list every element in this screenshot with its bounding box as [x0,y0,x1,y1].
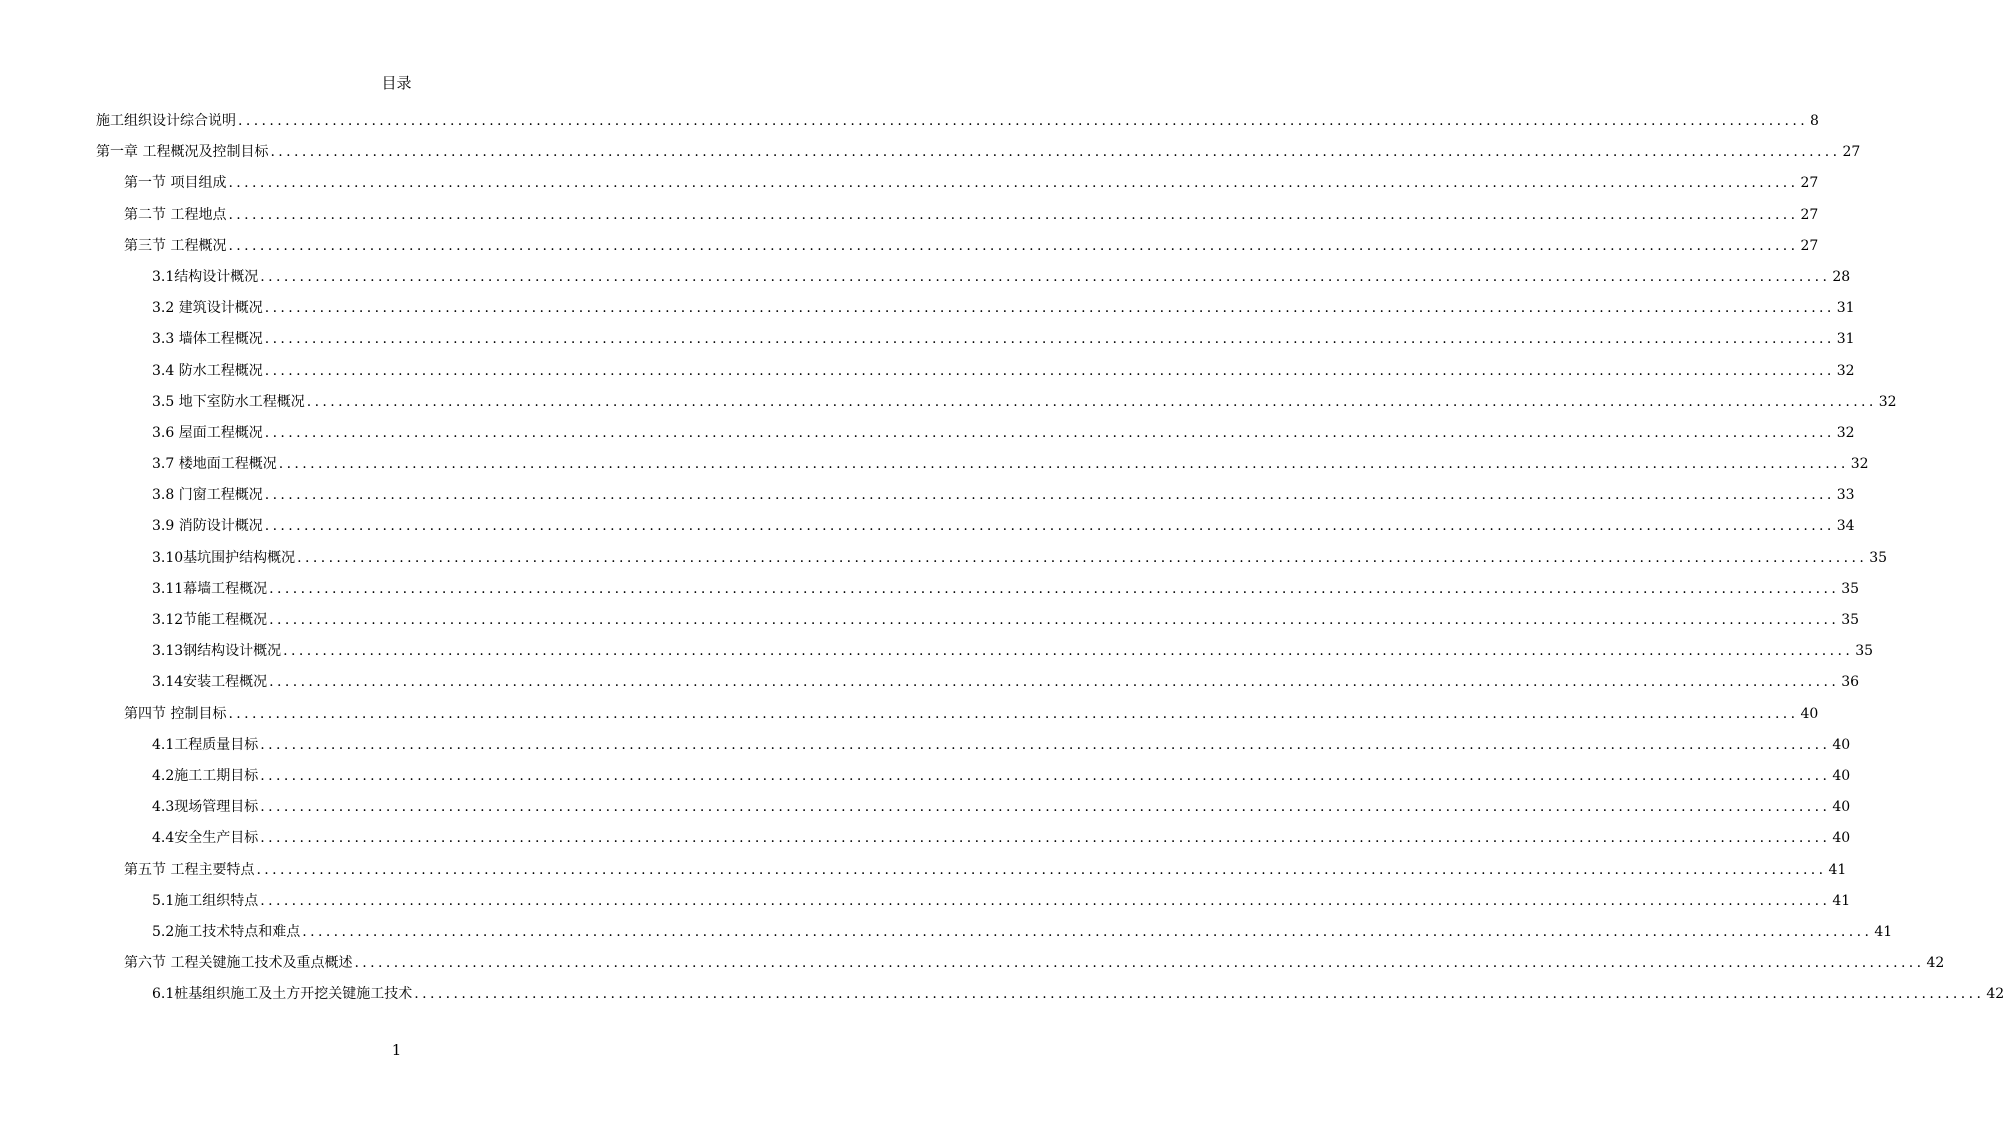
toc-entry-page: 40 [1832,736,1851,753]
toc-entry[interactable] [0,796,1851,827]
toc-entry[interactable] [0,734,1851,765]
toc-entry-label: 4.4安全生产目标 [152,830,259,847]
dot-leader: ........................................................................................................................................................................................................ [260,736,1831,753]
toc-entry-page: 35 [1841,580,1860,597]
toc-entry[interactable] [0,547,1888,578]
toc-entry-label: 3.2 建筑设计概况 [152,300,263,317]
toc-entry[interactable] [0,890,1851,921]
toc-entry-label: 第三节 工程概况 [124,237,227,254]
toc-entry[interactable] [0,484,1855,515]
toc-entry[interactable] [0,172,1819,203]
toc-entry[interactable] [0,110,1819,141]
dot-leader: ........................................................................................................................................................................................................ [302,923,1873,940]
toc-entry-label: 第二节 工程地点 [124,206,227,223]
toc-entry[interactable] [0,921,1893,952]
dot-leader: ........................................................................................................................................................................................................ [264,424,1835,441]
page-number: 1 [391,1041,402,1059]
toc-entry-label: 6.1桩基组织施工及土方开挖关键施工技术 [152,986,413,1003]
toc-entry-page: 31 [1836,300,1855,317]
toc-entry-label: 4.2施工工期目标 [152,767,259,784]
dot-leader: ........................................................................................................................................................................................................ [256,861,1827,878]
toc-entry-page: 27 [1842,144,1861,161]
dot-leader: ........................................................................................................................................................................................................ [354,955,1925,972]
dot-leader: ........................................................................................................................................................................................................ [260,268,1831,285]
toc-entry-label: 3.7 楼地面工程概况 [152,456,277,473]
toc-entry-label: 5.2施工技术特点和难点 [152,923,301,940]
toc-entry-label: 第一章 工程概况及控制目标 [96,144,269,161]
toc-entry-label: 3.5 地下室防水工程概况 [152,393,305,410]
dot-leader: ........................................................................................................................................................................................................ [270,144,1841,161]
toc-entry-label: 施工组织设计综合说明 [96,113,236,129]
toc-entry-label: 3.12节能工程概况 [152,612,268,628]
toc-entry[interactable] [0,671,1860,702]
dot-leader: ........................................................................................................................................................................................................ [264,300,1835,317]
dot-leader: ........................................................................................................................................................................................................ [260,830,1831,847]
toc-entry-page: 40 [1800,705,1819,722]
dot-leader: ........................................................................................................................................................................................................ [228,206,1799,223]
toc-entry-label: 第六节 工程关键施工技术及重点概述 [124,955,353,972]
toc-entry-page: 8 [1810,113,1819,129]
dot-leader: ........................................................................................................................................................................................................ [269,580,1840,597]
toc-entry-page: 32 [1878,393,1897,410]
toc-entry-page: 40 [1832,799,1851,816]
toc-entry-label: 3.14安装工程概况 [152,674,268,691]
toc-entry-label: 3.4 防水工程概况 [152,362,263,379]
toc-entry[interactable] [0,328,1855,359]
toc-entry[interactable] [0,391,1897,422]
toc-entry-page: 41 [1828,861,1847,878]
toc-entry[interactable] [0,859,1847,890]
dot-leader: ........................................................................................................................................................................................................ [228,705,1799,722]
table-of-contents [0,110,2004,1014]
toc-entry-page: 36 [1841,674,1860,691]
toc-entry-label: 3.11幕墙工程概况 [152,580,268,597]
toc-entry[interactable] [0,952,1945,983]
dot-leader: ........................................................................................................................................................................................................ [264,362,1835,379]
toc-entry[interactable] [0,453,1869,484]
toc-entry-label: 4.3现场管理目标 [152,799,259,816]
toc-entry-label: 4.1工程质量目标 [152,736,259,753]
toc-entry-label: 3.3 墙体工程概况 [152,331,263,348]
toc-entry-page: 27 [1800,175,1819,192]
toc-entry-page: 34 [1836,518,1855,535]
toc-entry[interactable] [0,515,1855,546]
toc-entry-label: 3.6 屋面工程概况 [152,424,263,441]
dot-leader: ........................................................................................................................................................................................................ [228,175,1799,192]
toc-entry-page: 28 [1832,268,1851,285]
toc-entry-label: 3.13钢结构设计概况 [152,643,282,660]
dot-leader: ........................................................................................................................................................................................................ [264,518,1835,535]
toc-entry-label: 第四节 控制目标 [124,705,227,722]
toc-entry-label: 5.1施工组织特点 [152,892,259,909]
toc-entry[interactable] [0,204,1819,235]
toc-entry[interactable] [0,297,1855,328]
toc-title: 目录 [381,74,412,92]
toc-entry-page: 33 [1836,487,1855,504]
toc-entry-page: 32 [1850,456,1869,473]
toc-entry-page: 41 [1874,923,1893,940]
toc-entry-page: 35 [1869,549,1888,566]
toc-entry-label: 3.9 消防设计概况 [152,518,263,535]
dot-leader: ........................................................................................................................................................................................................ [283,643,1854,660]
dot-leader: ........................................................................................................................................................................................................ [297,549,1868,566]
toc-entry-label: 第五节 工程主要特点 [124,861,255,878]
dot-leader: ........................................................................................................................................................................................................ [260,892,1831,909]
toc-entry-page: 27 [1800,206,1819,223]
dot-leader: ........................................................................................................................................................................................................ [264,487,1835,504]
dot-leader: ........................................................................................................................................................................................................ [278,456,1849,473]
toc-entry[interactable] [0,703,1819,734]
toc-entry[interactable] [0,983,2004,1014]
toc-entry-page: 35 [1841,612,1860,628]
toc-entry-page: 42 [1986,986,2004,1003]
toc-entry-label: 3.10基坑围护结构概况 [152,549,296,566]
toc-entry-page: 32 [1836,424,1855,441]
toc-entry-page: 42 [1926,955,1945,972]
dot-leader: ........................................................................................................................................................................................................ [269,674,1840,691]
toc-entry-page: 32 [1836,362,1855,379]
toc-entry-label: 3.1结构设计概况 [152,268,259,285]
toc-entry-page: 40 [1832,767,1851,784]
toc-entry[interactable] [0,765,1851,796]
dot-leader: ........................................................................................................................................................................................................ [306,393,1877,410]
toc-entry-page: 31 [1836,331,1855,348]
toc-entry[interactable] [0,422,1855,453]
dot-leader: ........................................................................................................................................................................................................ [260,799,1831,816]
toc-entry[interactable] [0,235,1819,266]
toc-entry[interactable] [0,266,1851,297]
toc-entry-label: 3.8 门窗工程概况 [152,487,263,504]
toc-entry-label: 第一节 项目组成 [124,175,227,192]
toc-entry-page: 35 [1855,643,1874,660]
toc-entry[interactable] [0,578,1860,609]
toc-entry-page: 27 [1800,237,1819,254]
toc-entry[interactable] [0,609,1860,640]
toc-entry[interactable] [0,360,1855,391]
toc-entry[interactable] [0,141,1861,172]
toc-entry[interactable] [0,640,1874,671]
dot-leader: ........................................................................................................................................................................................................ [264,331,1835,348]
dot-leader: ........................................................................................................................................................................................................ [414,986,1985,1003]
dot-leader: ........................................................................................................................................................................................................ [238,113,1809,129]
toc-entry-page: 41 [1832,892,1851,909]
toc-entry-page: 40 [1832,830,1851,847]
dot-leader: ........................................................................................................................................................................................................ [228,237,1799,254]
toc-entry[interactable] [0,827,1851,858]
dot-leader: ........................................................................................................................................................................................................ [269,612,1840,628]
dot-leader: ........................................................................................................................................................................................................ [260,767,1831,784]
